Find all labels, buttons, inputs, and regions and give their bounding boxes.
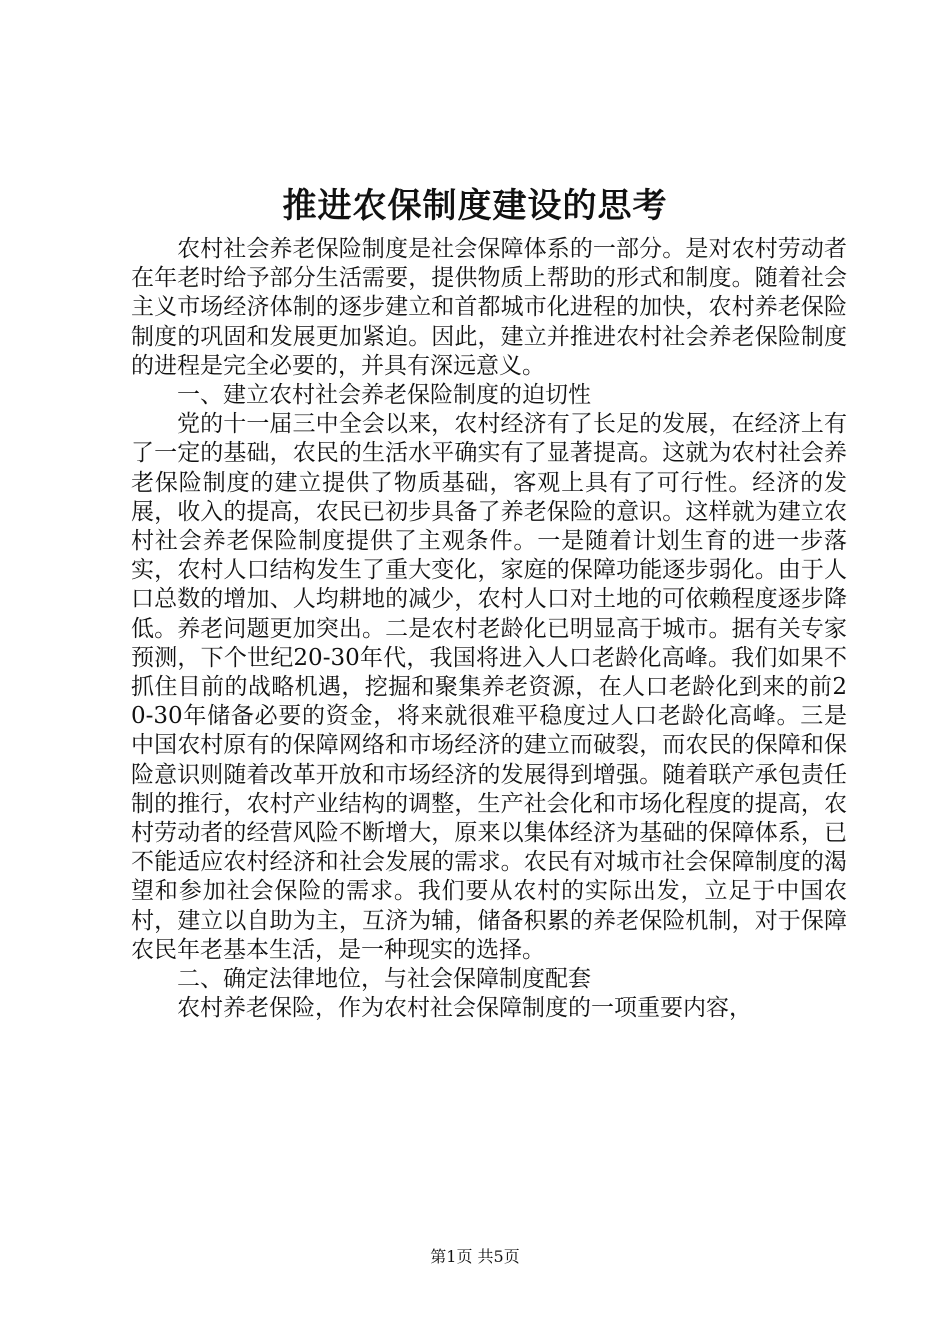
page-number-footer: 第1页 共5页 [430,1247,520,1266]
section-heading-1: 一、建立农村社会养老保险制度的迫切性 [177,382,591,409]
section-heading-2: 二、确定法律地位，与社会保障制度配套 [177,966,591,993]
intro-paragraph: 农村社会养老保险制度是社会保障体系的一部分。是对农村劳动者在年老时给予部分生活需要，提供物质上帮助的形式和制度。随着社会主义市场经济体制的逐步建立和首都城市化进程的加快，农村养老保险制度的巩固和发展更加紧迫。因此，建立并推进农村社会养老保险制度的进程是完全必要的，并具有深远意义。 [131,236,847,379]
document-body [131,235,847,1023]
document-title: 推进农保制度建设的思考 [282,186,668,226]
section-2-paragraph: 农村养老保险，作为农村社会保障制度的一项重要内容， [177,995,752,1022]
section-1-paragraph: 党的十一届三中全会以来，农村经济有了长足的发展，在经济上有了一定的基础，农民的生活水平确实有了显著提高。这就为农村社会养老保险制度的建立提供了物质基础，客观上具有了可行性。经济的发展，收入的提高，农民已初步具备了养老保险的意识。这样就为建立农村社会养老保险制度提供了主观条件。一是随着计划生育的进一步落实，农村人口结构发生了重大变化，家庭的保障功能逐步弱化。由于人口总数的增加、人均耕地的减少，农村人口对土地的可依赖程度逐步降低。养老问题更加突出。二是农村老龄化已明显高于城市。据有关专家预测，下个世纪20-30年代，我国将进入人口老龄化高峰。我们如果不抓住目前的战略机遇，挖掘和聚集养老资源，在人口老龄化到来的前20-30年储备必要的资金，将来就很难平稳度过人口老龄化高峰。三是中国农村原有的保障网络和市场经济的建立而破裂，而农民的保障和保险意识则随着改革开放和市场经济的发展得到增强。随着联产承包责任制的推行，农村产业结构的调整，生产社会化和市场化程度的提高，农村劳动者的经营风险不断增大，原来以集体经济为基础的保障体系，已不能适应农村经济和社会发展的需求。农民有对城市社会保障制度的渴望和参加社会保险的需求。我们要从农村的实际出发，立足于中国农村，建立以自助为主，互济为辅，储备积累的养老保险机制，对于保障农民年老基本生活，是一种现实的选择。 [131,411,847,963]
